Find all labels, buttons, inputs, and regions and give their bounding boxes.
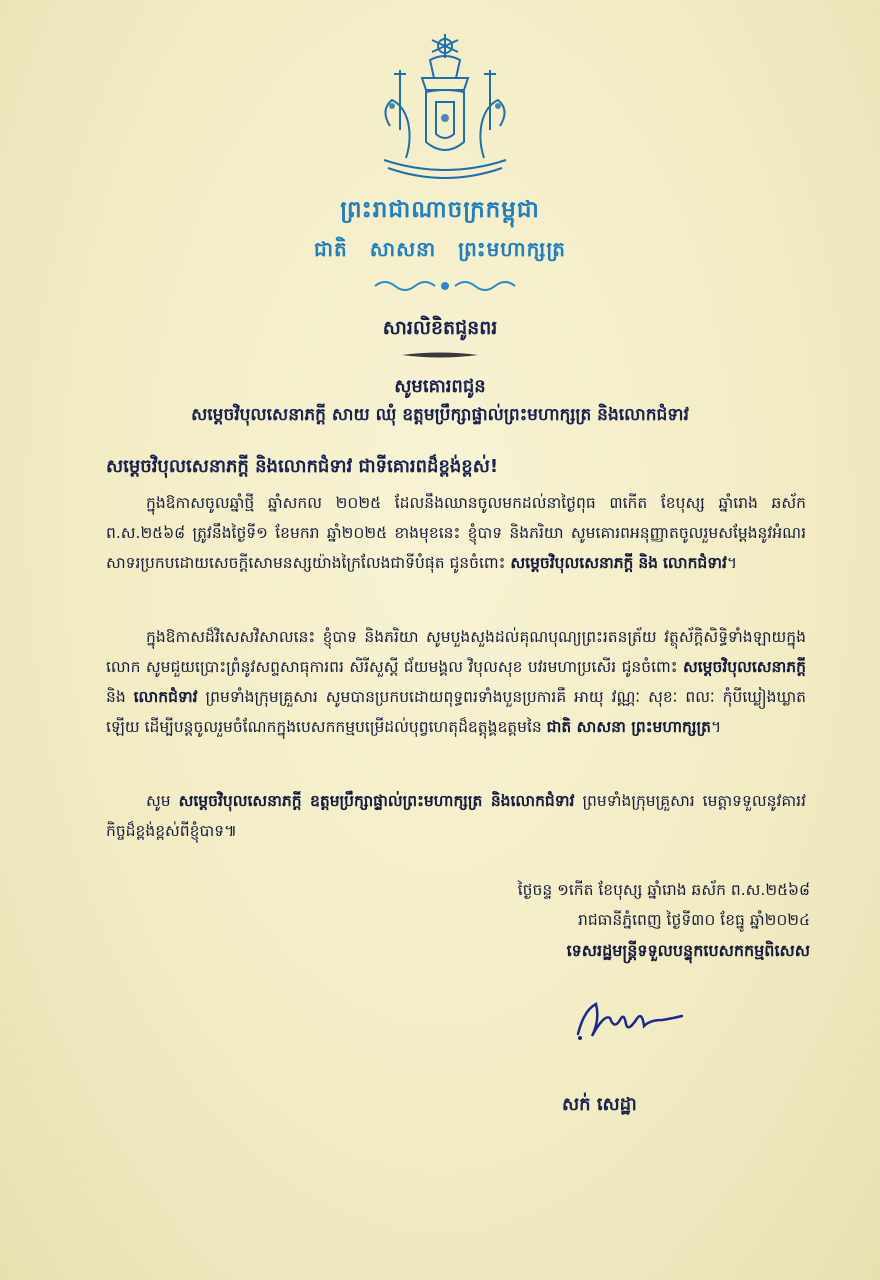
national-motto: ជាតិ សាសនា ព្រះមហាក្សត្រ: [314, 237, 566, 261]
paragraph-text: ក្នុងឱកាសចូលឆ្នាំថ្មី ឆ្នាំសកល ២០២៥ ដែលនឹងឈានចូលមកដល់នាថ្ងៃពុធ ៣កើត ខែបុស្ស ឆ្នាំរោង ឆស័ក ព.ស.២៥៦៨ ត្រូវនឹងថ្ងៃទី១ ខែមករា ឆ្នាំ២០២៥ ខាងមុខនេះ ខ្ញុំបាទ និងភរិយា សូមគោរពអនុញ្ញាតចូលរួមសម្តែងនូវអំណរសាទរប្រកបដោយសេចក្តីសោមនស្សយ៉ាងក្រៃលែងជាទីបំផុត ជូនចំពោះ: [106, 494, 806, 572]
kingdom-header: ព្រះរាជាណាចក្រកម្ពុជា: [340, 197, 540, 223]
place-and-date: រាជធានីភ្នំពេញ ថ្ងៃទី៣០ ខែធ្នូ ឆ្នាំ២០២៤: [578, 911, 810, 929]
paragraph-text: ក្នុងឱកាសដ៏វិសេសវិសាលនេះ ខ្ញុំបាទ និងភរិយា សូមបួងសួងដល់គុណបុណ្យព្រះរតនត្រ័យ វត្ថុស័ក្តិសិទ្ធិទាំងឡាយក្នុងលោក សូមជួយប្រោះព្រំនូវសព្ទសាធុការពរ សិរីសួស្តី ជ័យមង្គល វិបុលសុខ បវរមហាប្រសើរ ជូនចំពោះ: [106, 628, 806, 676]
honorific-full-title: សម្តេចវិបុលសេនាភក្តី ឧត្តមប្រឹក្សាផ្ទាល់ព្រះមហាក្សត្រ និងលោកជំទាវ: [178, 792, 575, 810]
honorific-samdech: សម្តេចវិបុលសេនាភក្តី: [683, 658, 806, 676]
conjunction-and: និង: [638, 554, 659, 572]
sentence-end: ។: [710, 718, 722, 736]
decorative-divider-icon: [370, 276, 520, 296]
paragraph-text-continued: ព្រមទាំងក្រុមគ្រួសារ មេត្តាទទួលនូវគារវកិច្ចដ៏ខ្ពង់ខ្ពស់ពីខ្ញុំបាទ៕: [106, 792, 806, 840]
conjunction-and: និង: [106, 688, 126, 706]
minister-title: ទេសរដ្ឋមន្ត្រីទទួលបន្ទុកបេសកកម្មពិសេស: [566, 941, 810, 960]
title-underline-ornament-icon: [400, 350, 480, 360]
handwritten-signature-icon: [570, 990, 690, 1050]
recipient-label: សូមគោរពជូន: [394, 376, 486, 397]
paragraph-text-continued: ព្រមទាំងក្រុមគ្រួសារ សូមបានប្រកបដោយពុទ្ធពរទាំងបួនប្រការគឺ អាយុ វណ្ណៈ សុខៈ ពលៈ កុំបីឃ្លៀងឃ្លាតឡើយ ដើម្បីបន្តចូលរួមចំណែកក្នុងបេសកកម្មបម្រើដល់បុព្វហេតុដ៏ឧត្តុង្គឧត្តមនៃ: [106, 688, 806, 736]
lunar-date: ថ្ងៃចន្ទ ១កើត ខែបុស្ស ឆ្នាំរោង ឆស័ក ព.ស.២៥៦៨: [517, 881, 810, 899]
paragraph-blessing: [106, 622, 806, 742]
royal-coat-of-arms-icon: [360, 30, 530, 190]
document-title: សារលិខិតជូនពរ: [382, 317, 498, 339]
signer-name: សក់ សេដ្ឋា: [562, 1094, 637, 1115]
honorific-lok-chumteav: លោកជំទាវ: [133, 688, 198, 706]
sentence-end: ។: [726, 554, 738, 572]
recipient-name: សម្តេចវិបុលសេនាភក្តី សាយ ឈុំ ឧត្តមប្រឹក្សាផ្ទាល់ព្រះមហាក្សត្រ និងលោកជំទាវ: [191, 405, 689, 425]
salutation: សម្តេចវិបុលសេនាភក្តី និងលោកជំទាវ ជាទីគោរពដ៏ខ្ពង់ខ្ពស់!: [106, 456, 499, 477]
honorific-lok-chumteav: លោកជំទាវ: [662, 554, 727, 572]
paragraph-text: សូម: [146, 792, 171, 810]
paragraph-new-year-greeting: [106, 488, 806, 578]
honorific-samdech: សម្តេចវិបុលសេនាភក្តី: [510, 554, 634, 572]
paragraph-closing-request: [106, 786, 806, 846]
national-motto-inline: ជាតិ សាសនា ព្រះមហាក្សត្រ: [546, 718, 711, 736]
